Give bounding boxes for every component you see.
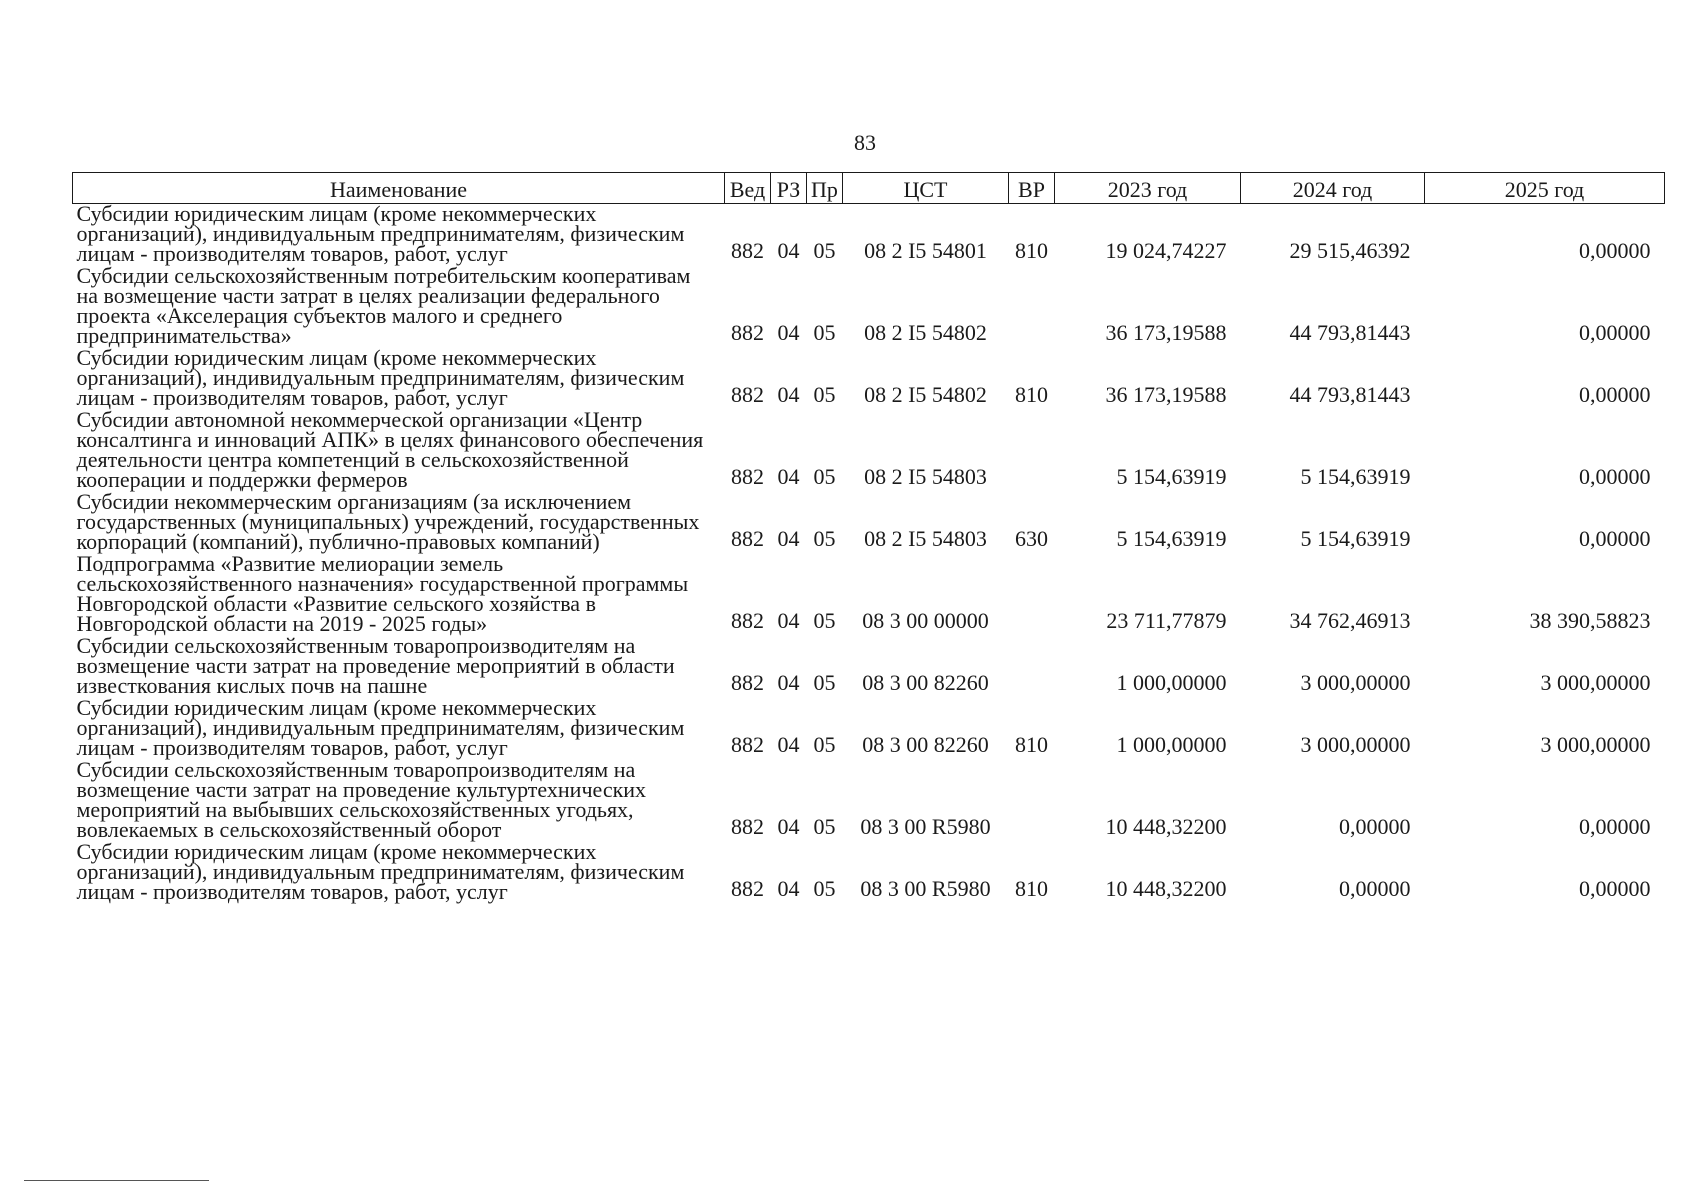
row-name: Субсидии автономной некоммерческой организации «Центр консалтинга и инноваций АПК» в целях финансового обеспечения деятельности центра компетенций в сельскохозяйственной кооперации и поддержки фермеров xyxy=(76,407,704,492)
row-2024: 0,00000 xyxy=(1339,814,1411,839)
row-rz: 04 xyxy=(777,608,800,633)
row-pr: 05 xyxy=(813,382,836,407)
row-pr: 05 xyxy=(813,876,836,901)
row-2025: 0,00000 xyxy=(1579,876,1651,901)
row-rz: 04 xyxy=(777,526,800,551)
row-2023: 36 173,19588 xyxy=(1105,382,1227,407)
row-rz: 04 xyxy=(777,238,800,263)
header-cst: ЦСТ xyxy=(843,173,1009,204)
row-2024: 0,00000 xyxy=(1339,876,1411,901)
row-2025: 38 390,58823 xyxy=(1529,608,1651,633)
row-pr: 05 xyxy=(813,670,836,695)
row-2023: 10 448,32200 xyxy=(1105,876,1227,901)
row-pr: 05 xyxy=(813,814,836,839)
budget-table xyxy=(72,172,1665,904)
row-ved: 882 xyxy=(731,382,764,407)
row-vr: 810 xyxy=(1015,238,1048,263)
row-rz: 04 xyxy=(777,814,800,839)
row-pr: 05 xyxy=(813,732,836,757)
row-vr: 810 xyxy=(1015,732,1048,757)
row-cst: 08 3 00 82260 xyxy=(862,670,989,695)
row-pr: 05 xyxy=(813,320,836,345)
row-pr: 05 xyxy=(813,238,836,263)
header-2024: 2024 год xyxy=(1241,173,1425,204)
table-row xyxy=(73,410,1665,492)
row-2025: 0,00000 xyxy=(1579,814,1651,839)
row-name: Субсидии юридическим лицам (кроме некоммерческих организаций), индивидуальным предпринимателям, физическим лицам - производителям товаров, работ, услуг xyxy=(76,345,685,410)
row-name: Субсидии сельскохозяйственным товаропроизводителям на возмещение части затрат на проведение мероприятий в области известкования кислых почв на пашне xyxy=(76,633,675,698)
table-row xyxy=(73,760,1665,842)
row-cst: 08 2 I5 54801 xyxy=(864,238,987,263)
row-rz: 04 xyxy=(777,876,800,901)
row-2024: 5 154,63919 xyxy=(1300,526,1411,551)
header-row xyxy=(73,173,1665,204)
row-ved: 882 xyxy=(731,464,764,489)
row-name: Субсидии юридическим лицам (кроме некоммерческих организаций), индивидуальным предпринимателям, физическим лицам - производителям товаров, работ, услуг xyxy=(76,839,685,904)
header-2023: 2023 год xyxy=(1055,173,1241,204)
row-2024: 5 154,63919 xyxy=(1300,464,1411,489)
row-vr xyxy=(1009,760,1055,842)
table-header xyxy=(73,173,1665,204)
row-ved: 882 xyxy=(731,876,764,901)
row-2025: 0,00000 xyxy=(1579,320,1651,345)
row-2025: 0,00000 xyxy=(1579,382,1651,407)
row-2025: 0,00000 xyxy=(1579,526,1651,551)
row-pr: 05 xyxy=(813,608,836,633)
row-cst: 08 3 00 R5980 xyxy=(860,814,991,839)
row-2024: 44 793,81443 xyxy=(1289,320,1411,345)
header-name: Наименование xyxy=(73,173,725,204)
row-cst: 08 2 I5 54803 xyxy=(864,464,987,489)
row-ved: 882 xyxy=(731,238,764,263)
row-name: Субсидии юридическим лицам (кроме некоммерческих организаций), индивидуальным предпринимателям, физическим лицам - производителям товаров, работ, услуг xyxy=(76,201,685,266)
row-name: Подпрограмма «Развитие мелиорации земель сельскохозяйственного назначения» государственной программы Новгородской области «Развитие сельского хозяйства в Новгородской области на 2019 - 2025 годы» xyxy=(76,551,689,636)
table-row xyxy=(73,204,1665,267)
row-ved: 882 xyxy=(731,670,764,695)
row-vr: 810 xyxy=(1015,876,1048,901)
row-ved: 882 xyxy=(731,526,764,551)
row-2025: 0,00000 xyxy=(1579,464,1651,489)
row-2023: 10 448,32200 xyxy=(1105,814,1227,839)
page-number: 83 xyxy=(854,130,876,155)
row-2023: 5 154,63919 xyxy=(1116,464,1227,489)
row-2025: 3 000,00000 xyxy=(1540,670,1651,695)
row-cst: 08 3 00 00000 xyxy=(862,608,989,633)
row-vr xyxy=(1009,410,1055,492)
footer-rule xyxy=(24,1180,209,1181)
row-2023: 1 000,00000 xyxy=(1116,670,1227,695)
header-vr: ВР xyxy=(1009,173,1055,204)
row-2023: 19 024,74227 xyxy=(1105,238,1227,263)
row-vr: 630 xyxy=(1015,526,1048,551)
row-pr: 05 xyxy=(813,464,836,489)
table-body xyxy=(73,201,1665,905)
row-cst: 08 2 I5 54802 xyxy=(864,320,987,345)
row-2023: 5 154,63919 xyxy=(1116,526,1227,551)
header-rz: РЗ xyxy=(771,173,807,204)
table-row xyxy=(73,636,1665,698)
header-ved: Вед xyxy=(725,173,771,204)
row-ved: 882 xyxy=(731,732,764,757)
header-2025: 2025 год xyxy=(1425,173,1665,204)
row-vr xyxy=(1009,554,1055,636)
row-2023: 1 000,00000 xyxy=(1116,732,1227,757)
row-name: Субсидии сельскохозяйственным потребительским кооперативам на возмещение части затрат в целях реализации федерального проекта «Акселерация субъектов малого и среднего предпринимательства» xyxy=(76,263,691,348)
row-2024: 44 793,81443 xyxy=(1289,382,1411,407)
row-rz: 04 xyxy=(777,670,800,695)
table-row xyxy=(73,554,1665,636)
row-ved: 882 xyxy=(731,814,764,839)
row-ved: 882 xyxy=(731,608,764,633)
row-vr xyxy=(1009,266,1055,348)
row-cst: 08 3 00 R5980 xyxy=(860,876,991,901)
row-cst: 08 3 00 82260 xyxy=(862,732,989,757)
row-2024: 3 000,00000 xyxy=(1300,670,1411,695)
row-2024: 34 762,46913 xyxy=(1289,608,1411,633)
row-rz: 04 xyxy=(777,382,800,407)
row-pr: 05 xyxy=(813,526,836,551)
row-cst: 08 2 I5 54802 xyxy=(864,382,987,407)
row-rz: 04 xyxy=(777,464,800,489)
table-row xyxy=(73,348,1665,410)
row-2024: 3 000,00000 xyxy=(1300,732,1411,757)
row-vr: 810 xyxy=(1015,382,1048,407)
row-ved: 882 xyxy=(731,320,764,345)
row-name: Субсидии сельскохозяйственным товаропроизводителям на возмещение части затрат на проведение культуртехнических мероприятий на выбывших сельскохозяйственных угодьях, вовлекаемых в сельскохозяйственный оборот xyxy=(76,757,647,842)
row-rz: 04 xyxy=(777,732,800,757)
table-row xyxy=(73,698,1665,760)
row-2025: 0,00000 xyxy=(1579,238,1651,263)
table-row xyxy=(73,266,1665,348)
row-cst: 08 2 I5 54803 xyxy=(864,526,987,551)
row-2025: 3 000,00000 xyxy=(1540,732,1651,757)
header-pr: Пр xyxy=(807,173,843,204)
row-rz: 04 xyxy=(777,320,800,345)
table-row xyxy=(73,842,1665,904)
table-row xyxy=(73,492,1665,554)
row-2023: 23 711,77879 xyxy=(1106,608,1227,633)
row-name: Субсидии некоммерческим организациям (за исключением государственных (муниципальных) учреждений, государственных корпораций (компаний), публично-правовых компаний) xyxy=(76,489,700,554)
row-vr xyxy=(1009,636,1055,698)
row-name: Субсидии юридическим лицам (кроме некоммерческих организаций), индивидуальным предпринимателям, физическим лицам - производителям товаров, работ, услуг xyxy=(76,695,685,760)
row-2023: 36 173,19588 xyxy=(1105,320,1227,345)
row-2024: 29 515,46392 xyxy=(1289,238,1411,263)
